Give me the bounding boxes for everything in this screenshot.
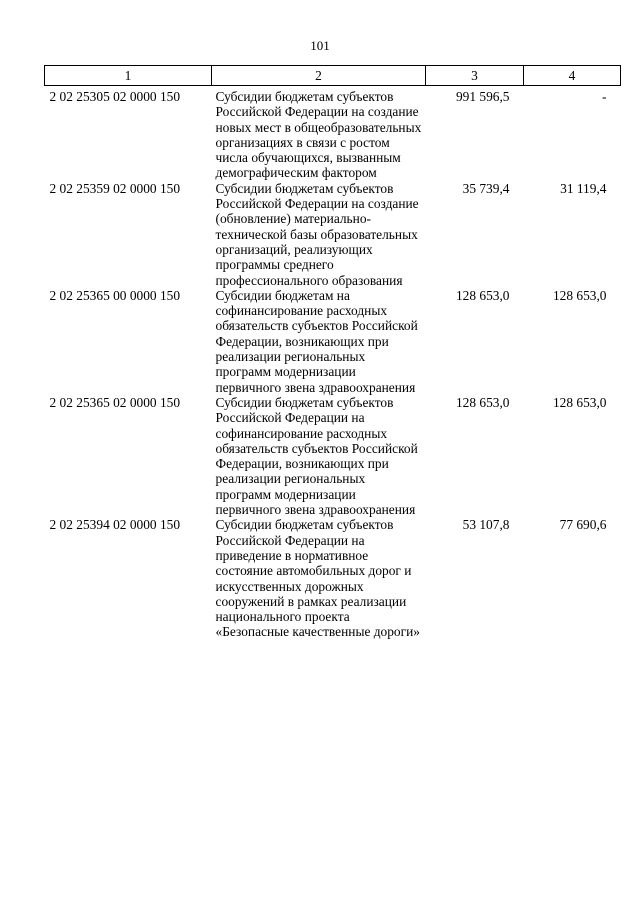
table-header	[45, 66, 621, 86]
item-name: Субсидии бюджетам на софинансирование расходных обязательств субъектов Российской Федерации, возникающих при реализации региональных программ модернизации первичного звена здравоохранения	[215, 287, 418, 395]
item-name: Субсидии бюджетам субъектов Российской Федерации на создание (обновление) материально-технической базы образовательных организаций, реализующих программы среднего профессионального образования	[215, 180, 419, 288]
budget-code: 2 02 25305 02 0000 150	[49, 89, 181, 104]
budget-code: 2 02 25365 02 0000 150	[49, 394, 181, 410]
item-name: Субсидии бюджетам субъектов Российской Федерации на создание новых мест в общеобразовательных организациях в связи с ростом числа обучающихся, вызванным демографическим фактором	[215, 89, 422, 181]
item-name: Субсидии бюджетам субъектов Российской Федерации на приведение в нормативное состояние автомобильных дорог и искусственных дорожных сооружений в рамках реализации национального проекта «Безопасные качественные дороги»	[215, 517, 420, 640]
column-header-4: 4	[524, 66, 621, 86]
table-row	[45, 517, 621, 639]
amount-column-3: 35 739,4	[462, 180, 510, 196]
item-name: Субсидии бюджетам субъектов Российской Федерации на софинансирование расходных обязательств субъектов Российской Федерации, возникающих при реализации региональных программ модернизации первичного звена здравоохранения	[215, 394, 418, 518]
budget-table	[44, 65, 621, 640]
amount-column-4: 77 690,6	[559, 517, 607, 533]
column-header-1: 1	[45, 66, 212, 86]
amount-column-3: 128 653,0	[455, 394, 510, 410]
page-number: 101	[310, 38, 330, 53]
amount-column-3: 991 596,5	[455, 89, 510, 104]
table-body	[45, 86, 621, 640]
column-header-3: 3	[426, 66, 524, 86]
budget-code: 2 02 25394 02 0000 150	[49, 517, 181, 533]
amount-column-3: 53 107,8	[462, 517, 510, 533]
table-row	[45, 288, 621, 395]
column-header-2: 2	[212, 66, 426, 86]
header-row	[45, 66, 621, 86]
amount-column-4: 128 653,0	[552, 287, 607, 303]
amount-column-4: 128 653,0	[552, 394, 607, 410]
table-row	[45, 86, 621, 181]
budget-code: 2 02 25365 00 0000 150	[49, 287, 181, 303]
amount-column-4: -	[602, 89, 607, 104]
budget-code: 2 02 25359 02 0000 150	[49, 180, 181, 196]
amount-column-3: 128 653,0	[455, 287, 510, 303]
amount-column-4: 31 119,4	[560, 180, 607, 196]
table-row	[45, 181, 621, 288]
table-row	[45, 395, 621, 517]
